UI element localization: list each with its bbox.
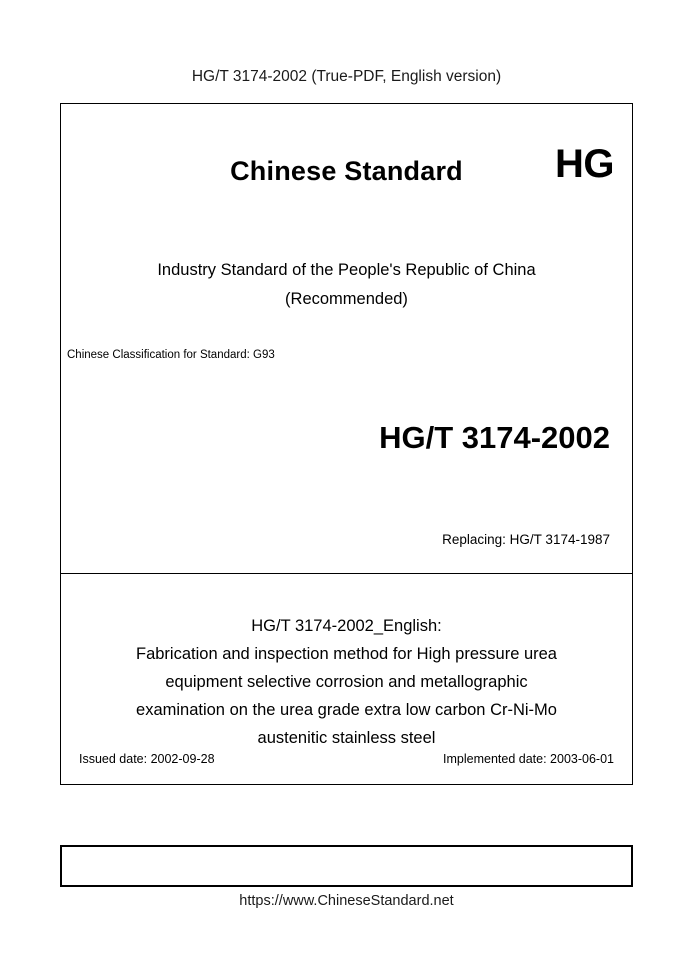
site-link[interactable]: https://www.ChineseStandard.net bbox=[239, 893, 454, 909]
issued-date: Issued date: 2002-09-28 bbox=[79, 752, 215, 766]
replacing-standard: Replacing: HG/T 3174-1987 bbox=[442, 532, 610, 547]
industry-standard-line-2: (Recommended) bbox=[285, 290, 408, 308]
english-title-line-4: examination on the urea grade extra low carbon Cr-Ni-Mo bbox=[136, 701, 557, 719]
cover-upper-section bbox=[61, 104, 632, 574]
implemented-date: Implemented date: 2003-06-01 bbox=[443, 752, 614, 766]
date-row bbox=[61, 752, 632, 766]
page-title: HG/T 3174-2002 (True-PDF, English version) bbox=[191, 68, 502, 85]
classification-code: Chinese Classification for Standard: G93 bbox=[67, 349, 275, 361]
standard-number: HG/T 3174-2002 bbox=[379, 420, 610, 455]
english-title-line-5: austenitic stainless steel bbox=[257, 729, 436, 747]
industry-standard-text bbox=[61, 256, 632, 314]
english-title-block bbox=[61, 612, 632, 752]
cover-lower-section bbox=[61, 574, 632, 782]
english-title-line-1: HG/T 3174-2002_English: bbox=[251, 617, 442, 635]
english-title-line-2: Fabrication and inspection method for High pressure urea bbox=[136, 645, 557, 663]
industry-standard-line-1: Industry Standard of the People's Republic of China bbox=[157, 261, 536, 279]
hg-logo: HG bbox=[555, 142, 614, 186]
english-title-line-3: equipment selective corrosion and metallographic bbox=[165, 673, 528, 691]
bottom-bar bbox=[60, 845, 633, 887]
cover-frame bbox=[60, 103, 633, 785]
chinese-standard-heading: Chinese Standard bbox=[230, 156, 463, 186]
